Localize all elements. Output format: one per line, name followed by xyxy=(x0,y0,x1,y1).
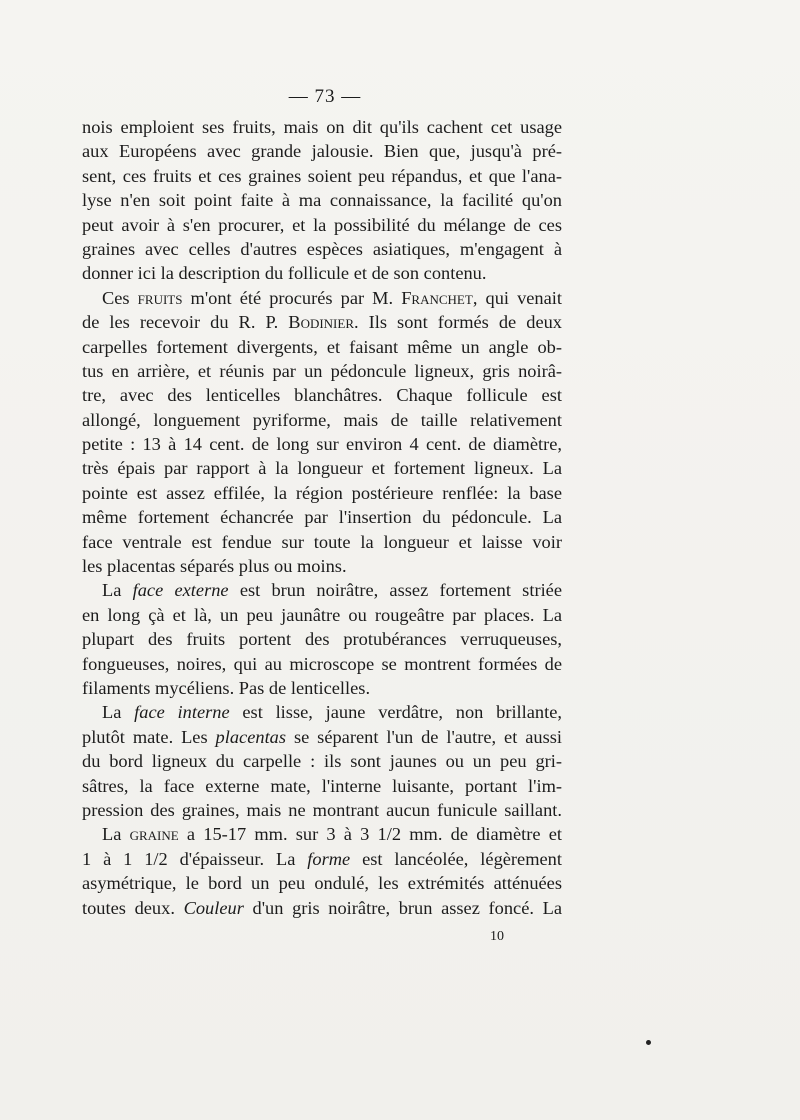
text-line: du bord ligneux du carpelle : ils sont jaunes ou un peu gri- xyxy=(82,751,562,772)
text-line xyxy=(82,578,562,602)
text-line: carpelles fortement divergents, et faisant même un angle ob- xyxy=(82,336,562,357)
text-run: m'ont été procurés par M. xyxy=(182,287,402,308)
body-text xyxy=(82,115,562,920)
text-run: 1 à 1 1/2 d'épaisseur. La xyxy=(82,848,296,869)
text-run: de les recevoir du R. P. xyxy=(82,312,289,333)
text-run: La xyxy=(102,580,133,601)
text-run: d'un gris noirâtre, brun assez foncé. La xyxy=(243,897,562,918)
text-line: asymétrique, le bord un peu ondulé, les extrémités atténuées xyxy=(82,873,562,894)
person-name: Franchet xyxy=(401,287,473,308)
italic-term: placentas xyxy=(215,726,287,747)
text-line: très épais par rapport à la longueur et fortement ligneux. La xyxy=(82,458,562,479)
text-run: La xyxy=(102,702,135,723)
text-run: plutôt mate. Les xyxy=(82,726,216,747)
text-line: petite : 13 à 14 cent. de long sur environ 4 cent. de diamètre, xyxy=(82,434,562,455)
text-line: les placentas séparés plus ou moins. xyxy=(82,556,347,577)
text-line: filaments mycéliens. Pas de lenticelles. xyxy=(82,677,371,698)
text-line: sent, ces fruits et ces graines soient peu répandus, et que l'ana- xyxy=(82,165,562,186)
text-run: Ces xyxy=(102,287,138,308)
text-run: La xyxy=(102,824,130,845)
text-run: est brun noirâtre, assez fortement striée xyxy=(228,580,563,601)
italic-term: face externe xyxy=(132,580,229,601)
small-caps-term: graine xyxy=(129,824,179,845)
person-name: Bodinier xyxy=(288,312,354,333)
text-line: fongueuses, noires, qui au microscope se montrent formées de xyxy=(82,653,562,674)
text-run: est lancéolée, légèrement xyxy=(362,848,562,869)
text-line: nois emploient ses fruits, mais on dit qu'ils cachent cet usage xyxy=(82,117,562,137)
text-line: donner ici la description du follicule et de son contenu. xyxy=(82,263,487,284)
italic-term: forme xyxy=(307,848,351,869)
text-line xyxy=(82,896,562,920)
text-line xyxy=(82,822,562,846)
text-line: graines avec celles d'autres espèces asiatiques, m'engagent à xyxy=(82,238,562,259)
text-run: . Ils sont formés de deux xyxy=(354,312,563,333)
text-line: même fortement échancrée par l'insertion du pédoncule. La xyxy=(82,507,562,528)
text-line: pression des graines, mais ne montrant aucun funicule saillant. xyxy=(82,799,562,820)
text-line xyxy=(82,310,562,334)
text-line xyxy=(82,700,562,724)
text-line: sâtres, la face externe mate, l'interne luisante, portant l'im- xyxy=(82,775,562,796)
text-run: se séparent l'un de l'autre, et aussi xyxy=(286,726,562,747)
text-line: peut avoir à s'en procurer, et la possibilité du mélange de ces xyxy=(82,214,562,235)
signature-mark: 10 xyxy=(490,929,504,944)
text-line: en long çà et là, un peu jaunâtre ou rougeâtre par places. La xyxy=(82,604,562,625)
text-line: plupart des fruits portent des protubérances verruqueuses, xyxy=(82,629,562,650)
text-line: allongé, longuement pyriforme, mais de taille relativement xyxy=(82,409,562,430)
text-run: est lisse, jaune verdâtre, non brillante, xyxy=(229,702,562,723)
italic-term: Couleur xyxy=(183,897,244,918)
small-caps-term: fruits xyxy=(137,287,183,308)
italic-term: face interne xyxy=(134,702,230,723)
page-number: — 73 — xyxy=(288,86,362,107)
text-line: tus en arrière, et réunis par un pédoncule ligneux, gris noirâ- xyxy=(82,360,562,381)
text-line: pointe est assez effilée, la région postérieure renflée: la base xyxy=(82,482,562,503)
text-run: , qui venait xyxy=(472,287,563,308)
ink-speck xyxy=(646,1040,651,1045)
text-line xyxy=(82,847,562,871)
text-run: toutes deux. xyxy=(82,897,184,918)
text-line xyxy=(82,286,562,310)
text-line: lyse n'en soit point faite à ma connaissance, la facilité qu'on xyxy=(82,190,562,211)
text-line: tre, avec des lenticelles blanchâtres. Chaque follicule est xyxy=(82,385,562,406)
text-line xyxy=(82,725,562,749)
text-line: face ventrale est fendue sur toute la longueur et laisse voir xyxy=(82,531,562,552)
text-run: a 15-17 mm. sur 3 à 3 1/2 mm. de diamètre et xyxy=(178,824,562,845)
text-line: aux Européens avec grande jalousie. Bien que, jusqu'à pré- xyxy=(82,141,562,162)
